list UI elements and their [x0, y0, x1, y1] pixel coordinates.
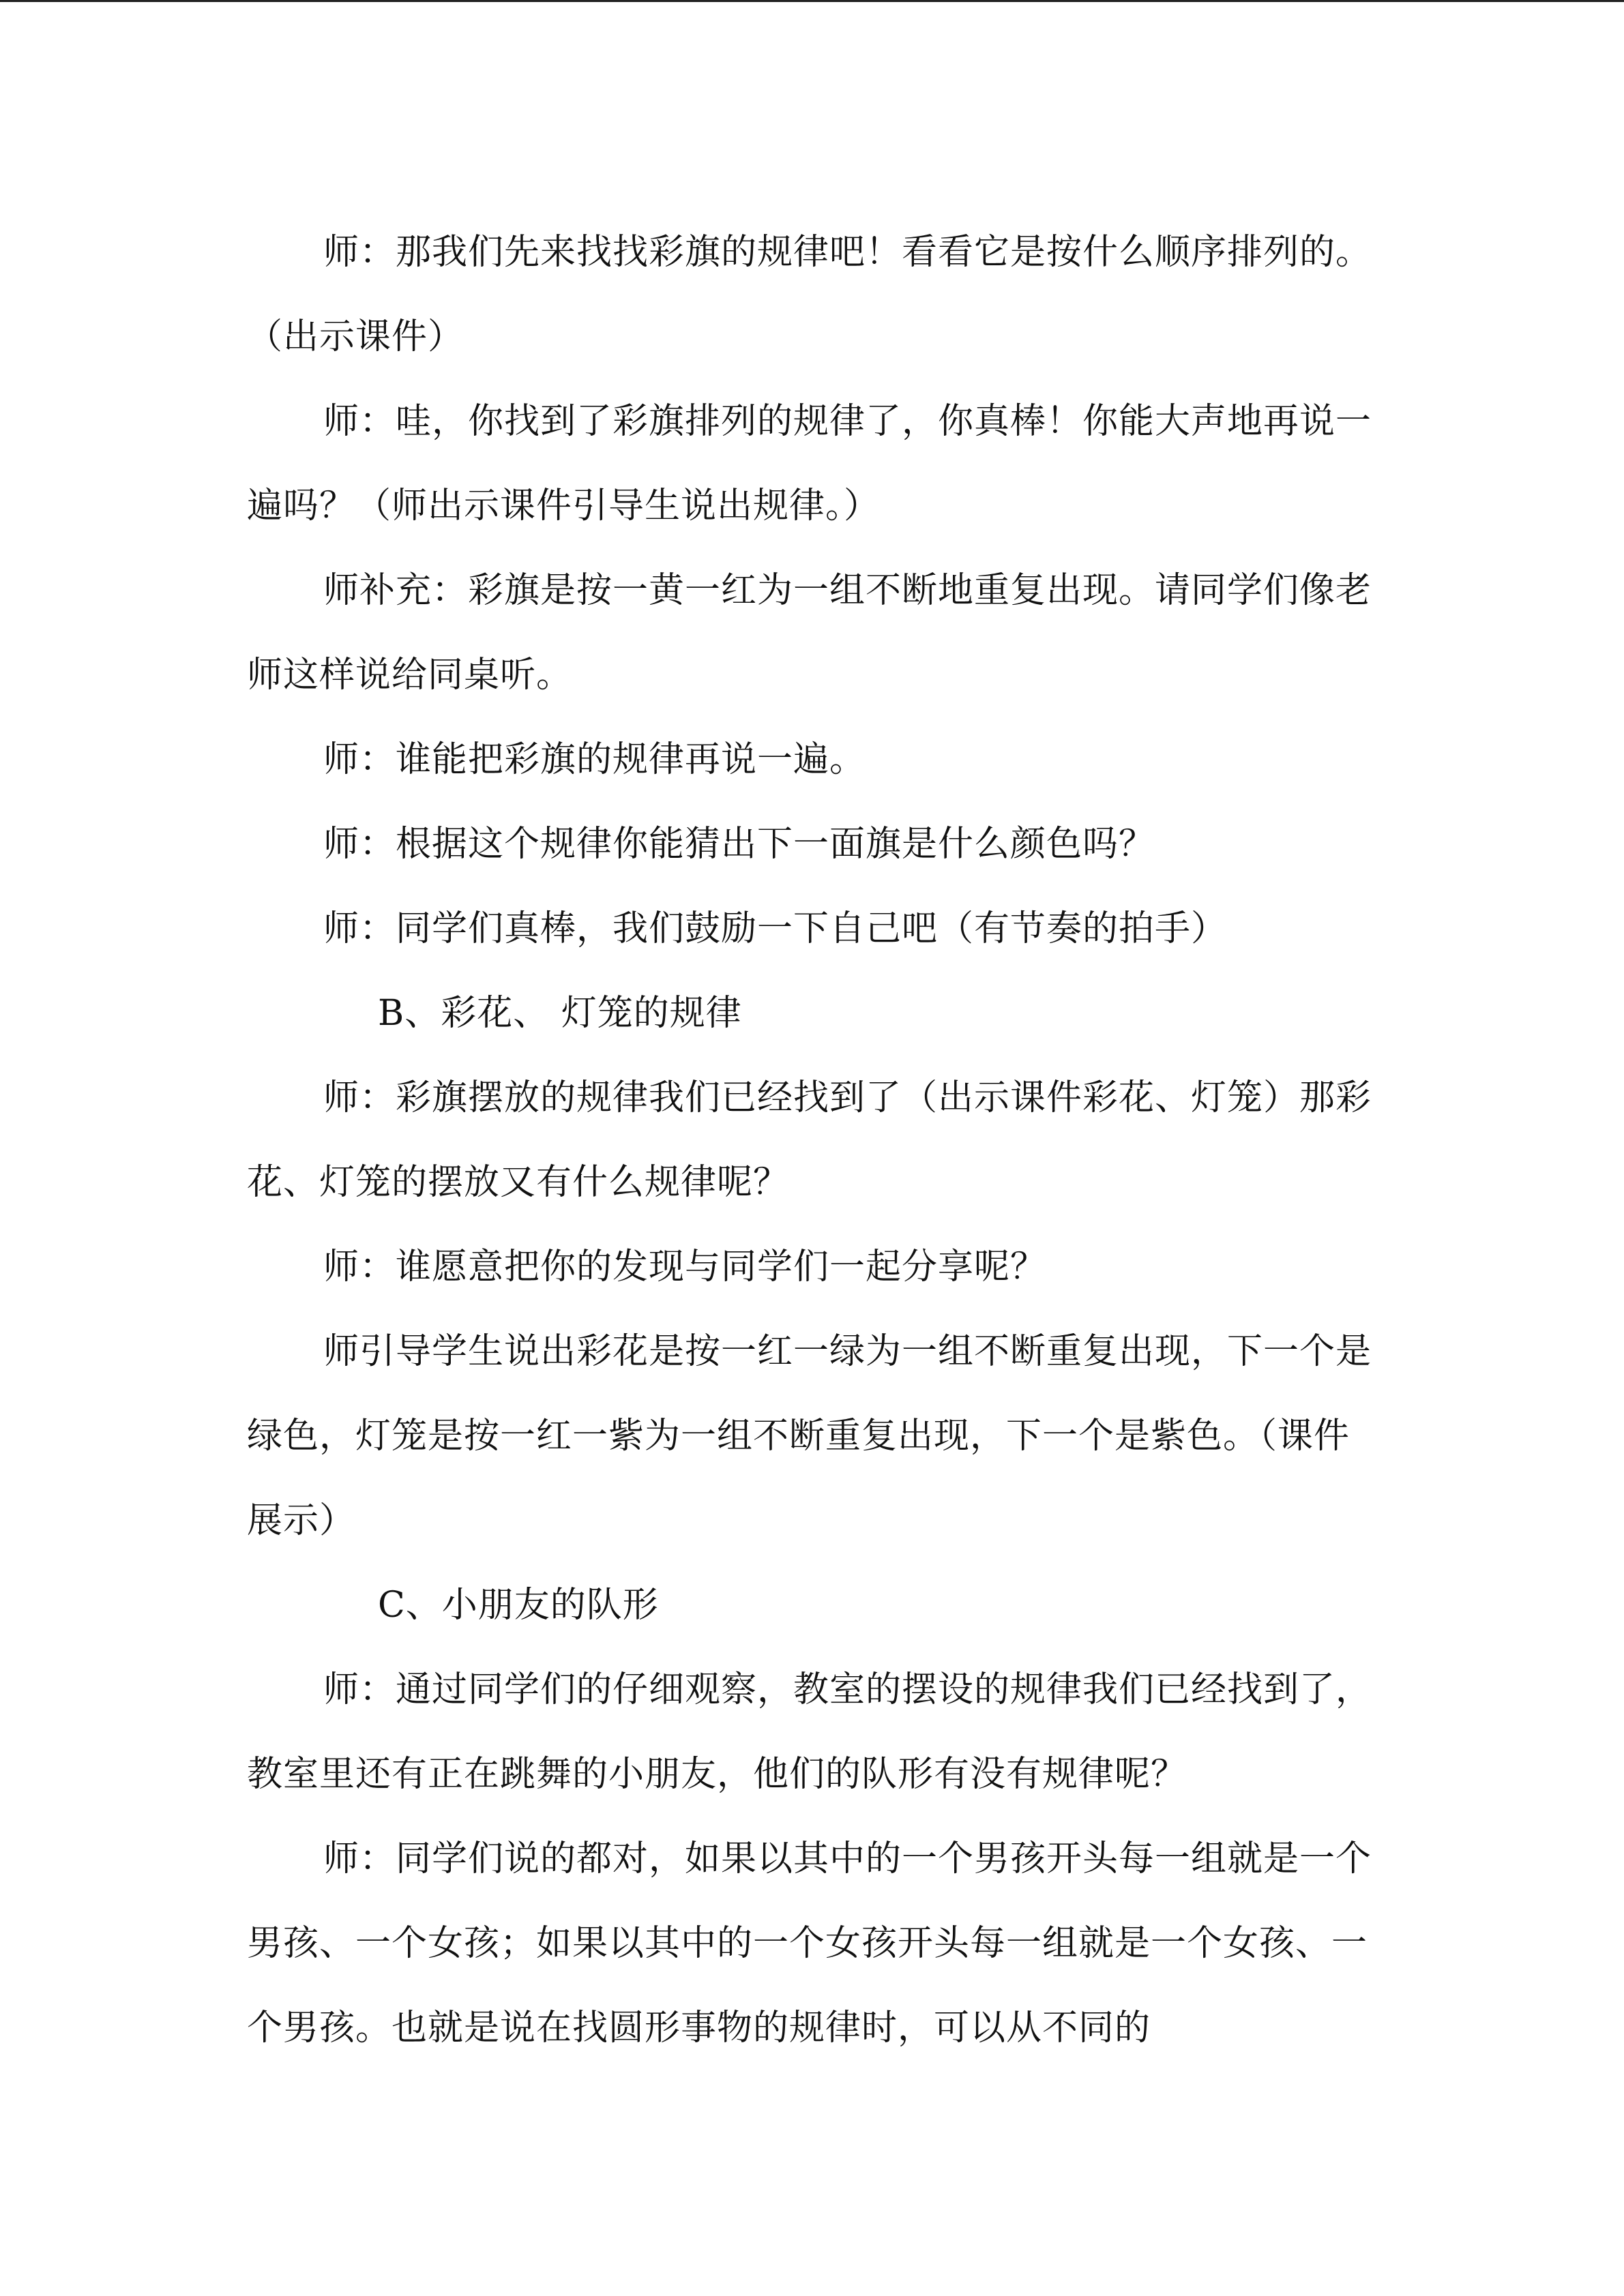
document-body	[247, 210, 1381, 2070]
paragraph-dance-formation: 师：通过同学们的仔细观察，教室的摆设的规律我们已经找到了，教室里还有正在跳舞的小朋友，他们的队形有没有规律呢？	[247, 1669, 1372, 1795]
paragraph-guide-students: 师引导学生说出彩花是按一红一绿为一组不断重复出现，下一个是绿色，灯笼是按一红一紫为一组不断重复出现，下一个是紫色。（课件展示）	[247, 1331, 1372, 1541]
paragraph-flags-intro: 师：那我们先来找找彩旗的规律吧！看看它是按什么顺序排列的。（出示课件）	[247, 232, 1372, 357]
paragraph-guess-next-flag: 师：根据这个规律你能猜出下一面旗是什么颜色吗？	[323, 824, 1155, 865]
paragraph-repeat-rule: 师：谁能把彩旗的规律再说一遍。	[323, 739, 866, 780]
paragraph-circle-pattern: 师：同学们说的都对，如果以其中的一个男孩开头每一组就是一个男孩、一个女孩；如果以其中的一个女孩开头每一组就是一个女孩、一个男孩。也就是说在找圆形事物的规律时，可以从不同的	[247, 1838, 1372, 2048]
paragraph-encouragement: 师：同学们真棒，我们鼓励一下自己吧（有节奏的拍手）	[323, 908, 1228, 949]
section-heading-b: B、彩花、 灯笼的规律	[378, 993, 742, 1034]
paragraph-praise-repeat: 师：哇，你找到了彩旗排列的规律了，你真棒！你能大声地再说一遍吗？（师出示课件引导生说出规律。）	[247, 401, 1372, 526]
paragraph-share-discovery: 师：谁愿意把你的发现与同学们一起分享呢？	[323, 1247, 1047, 1287]
paragraph-flowers-lanterns: 师：彩旗摆放的规律我们已经找到了（出示课件彩花、灯笼）那彩花、灯笼的摆放又有什么规律呢？	[247, 1077, 1372, 1203]
page-top-border	[0, 0, 1624, 2]
paragraph-teacher-supplement: 师补充：彩旗是按一黄一红为一组不断地重复出现。请同学们像老师这样说给同桌听。	[247, 570, 1372, 696]
section-heading-c: C、小朋友的队形	[378, 1585, 659, 1626]
